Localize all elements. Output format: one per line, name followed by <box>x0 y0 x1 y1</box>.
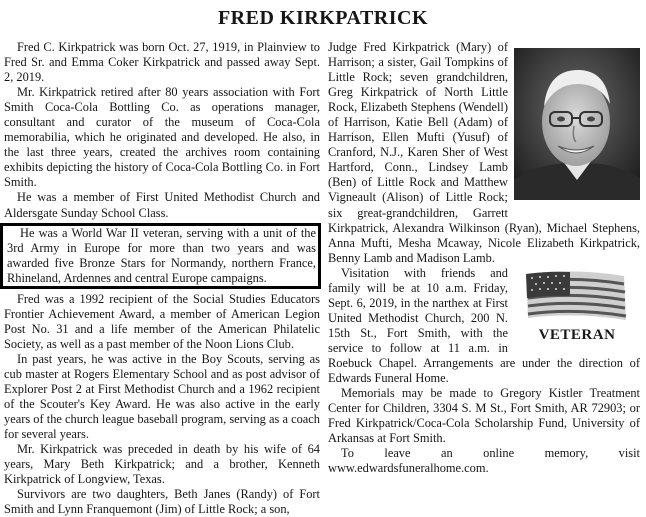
paragraph-military: He was a World War II veteran, serving with a unit of the 3rd Army in Europe for more than two years and was awarded five Bronze Stars for Normandy, northern France, Rhineland, Ardennes and central Europe campaigns. <box>7 225 316 285</box>
paragraph-online-memory: To leave an online memory, visit www.edwardsfuneralhome.com. <box>328 446 640 476</box>
veteran-highlight-box <box>0 223 321 289</box>
paragraph-birth: Fred C. Kirkpatrick was born Oct. 27, 1919, in Plainview to Fred Sr. and Emma Coker Kirkpatrick and passed away Sept. 2, 2019. <box>4 40 320 85</box>
paragraph-family: Judge Fred Kirkpatrick (Mary) of Harrison; a sister, Gail Tompkins of Little Rock; seven grandchildren, Greg Kirkpatrick of North Little Rock, Elizabeth Stephens (Wendell) of Harrison, Katie Bell (Adam) of Harrison, Ellen Mufti (Yusuf) of Cranford, N.J., Karen Sher of West Hartford, Conn., Lindsey Lamb (Ben) of Little Rock and Matthew Vigneault (Alison) of Little Rock; six great-grandchildren, Garrett Kirkpatrick, Alexandra Wilkinson (Ryan), Michael Stephens, Anna Mufti, Mesha Mcaway, Nicole Elizabeth Kirkpatrick, Benny Lamb and Madison Lamb. <box>328 40 640 265</box>
flag-caption: VETERAN <box>538 326 616 343</box>
american-flag-icon <box>526 271 626 320</box>
paragraph-survivors: Survivors are two daughters, Beth Janes (Randy) of Fort Smith and Lynn Franquemont (Jim) of Little Rock; a son, <box>4 487 320 517</box>
paragraph-awards: Fred was a 1992 recipient of the Social Studies Educators Frontier Achievement Award, a member of American Legion Post No. 31 and a life member of the American Philatelic Society, as well as a past member of the Noon Lions Club. <box>4 291 320 351</box>
left-column <box>4 40 320 517</box>
paragraph-visitation: Visitation with friends and family will be at 10 a.m. Friday, Sept. 6, 2019, in the narthex at First United Methodist Church, 200 N. 15th St., Fort Smith, with the service to follow at 11 a.m. in Roebuck Chapel. Arrangements are under the direction of Edwards Funeral Home. <box>328 265 640 386</box>
right-column <box>328 40 640 476</box>
portrait-photo <box>514 48 640 200</box>
paragraph-career: Mr. Kirkpatrick retired after 80 years association with Fort Smith Coca-Cola Bottling Co. as operations manager, consultant and curator of the museum of Coca-Cola memorabilia, which he originated and developed. He also, in the last three years, created the archives room containing exhibits depicting the history of Coca-Cola Bottling Co. in Fort Smith. <box>4 85 320 190</box>
paragraph-preceded: Mr. Kirkpatrick was preceded in death by his wife of 64 years, Mary Beth Kirkpatrick; and a brother, Kenneth Kirkpatrick of Longview, Texas. <box>4 442 320 487</box>
paragraph-church: He was a member of First United Methodist Church and Aldersgate Sunday School Class. <box>4 190 320 220</box>
paragraph-scouts: In past years, he was active in the Boy Scouts, serving as cub master at Rogers Elementary School and as post advisor of Explorer Post 2 at First Methodist Church and a 1962 recipient of the Scouter's Key Award. He was also active in the early years of the church league baseball program, serving as a coach for several years. <box>4 351 320 442</box>
obituary-title: FRED KIRKPATRICK <box>217 7 429 29</box>
veteran-flag-graphic <box>514 268 640 348</box>
paragraph-memorials: Memorials may be made to Gregory Kistler Treatment Center for Children, 3304 S. M St., Fort Smith, AR 72903; or Fred Kirkpatrick/Coca-Cola Scholarship Fund, University of Arkansas at Fort Smith. <box>328 386 640 446</box>
